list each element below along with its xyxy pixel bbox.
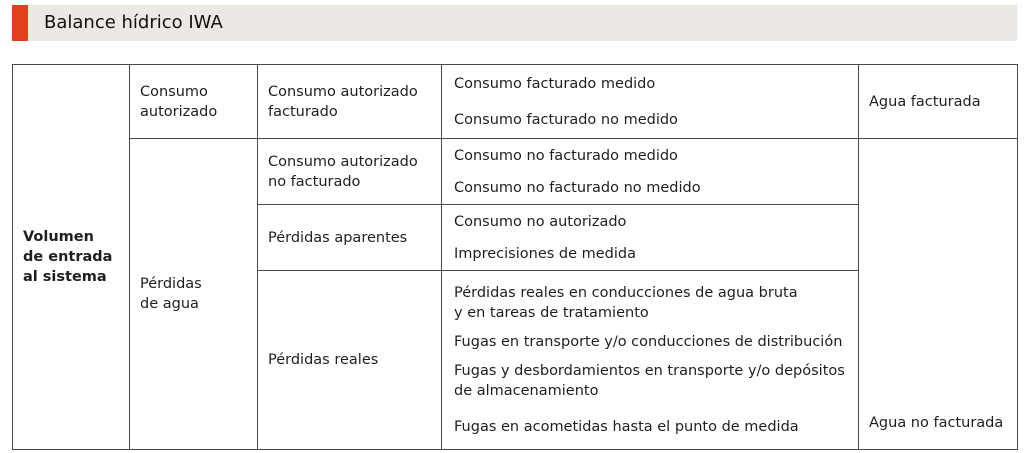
cell-line: Consumo autorizado (268, 83, 418, 100)
cell-line: de agua (140, 296, 199, 312)
cell-line: Volumen (23, 229, 94, 245)
apparent-losses-cell: Pérdidas aparentes (258, 205, 442, 271)
authorized-consumption-cell (130, 65, 258, 139)
cell-line: de entrada (23, 249, 113, 265)
cell-line: facturado (268, 103, 338, 120)
billed-authorized-consumption-cell (258, 65, 442, 139)
list-item (454, 332, 846, 352)
item-line: de almacenamiento (454, 383, 599, 399)
item-line: Fugas y desbordamientos en transporte y/o depósitos (454, 363, 845, 379)
cell-line: autorizado (140, 103, 218, 120)
table-row (13, 65, 1018, 139)
billed-water-cell: Agua facturada (859, 65, 1018, 139)
list-item: Consumo no autorizado (454, 213, 627, 230)
list-item: Consumo no facturado medido (454, 147, 678, 164)
water-losses-cell (130, 139, 258, 450)
list-item: Consumo facturado no medido (454, 111, 678, 128)
list-item (454, 283, 846, 323)
unbilled-water-cell: Agua no facturada (859, 139, 1018, 450)
item-line: y en tareas de tratamiento (454, 305, 649, 321)
billed-authorized-items-cell (442, 65, 859, 139)
table-row (13, 139, 1018, 205)
item-line: Pérdidas reales en conducciones de agua bruta (454, 285, 798, 301)
list-item: Imprecisiones de medida (454, 245, 637, 262)
apparent-losses-items-cell (442, 205, 859, 271)
cell-line: Consumo autorizado (268, 153, 418, 170)
item-line: Fugas en transporte y/o conducciones de distribución (454, 334, 843, 350)
cell-line: al sistema (23, 269, 107, 285)
list-item: Consumo no facturado no medido (454, 179, 701, 196)
water-balance-table (12, 64, 1018, 450)
list-item (454, 361, 846, 401)
section-header (12, 5, 1017, 41)
list-item (454, 417, 846, 437)
cell-line: no facturado (268, 173, 361, 190)
real-losses-cell: Pérdidas reales (258, 271, 442, 450)
water-balance-table-container (12, 64, 1017, 449)
unbilled-authorized-items-cell (442, 139, 859, 205)
item-line: Fugas en acometidas hasta el punto de medida (454, 419, 799, 435)
system-input-volume-cell (13, 65, 130, 450)
page-title: Balance hídrico IWA (44, 12, 223, 33)
list-item: Consumo facturado medido (454, 75, 656, 92)
cell-line: Consumo (140, 83, 208, 100)
real-losses-items-cell (442, 271, 859, 450)
unbilled-authorized-consumption-cell (258, 139, 442, 205)
header-accent-bar (12, 5, 28, 41)
cell-line: Pérdidas (140, 276, 202, 292)
